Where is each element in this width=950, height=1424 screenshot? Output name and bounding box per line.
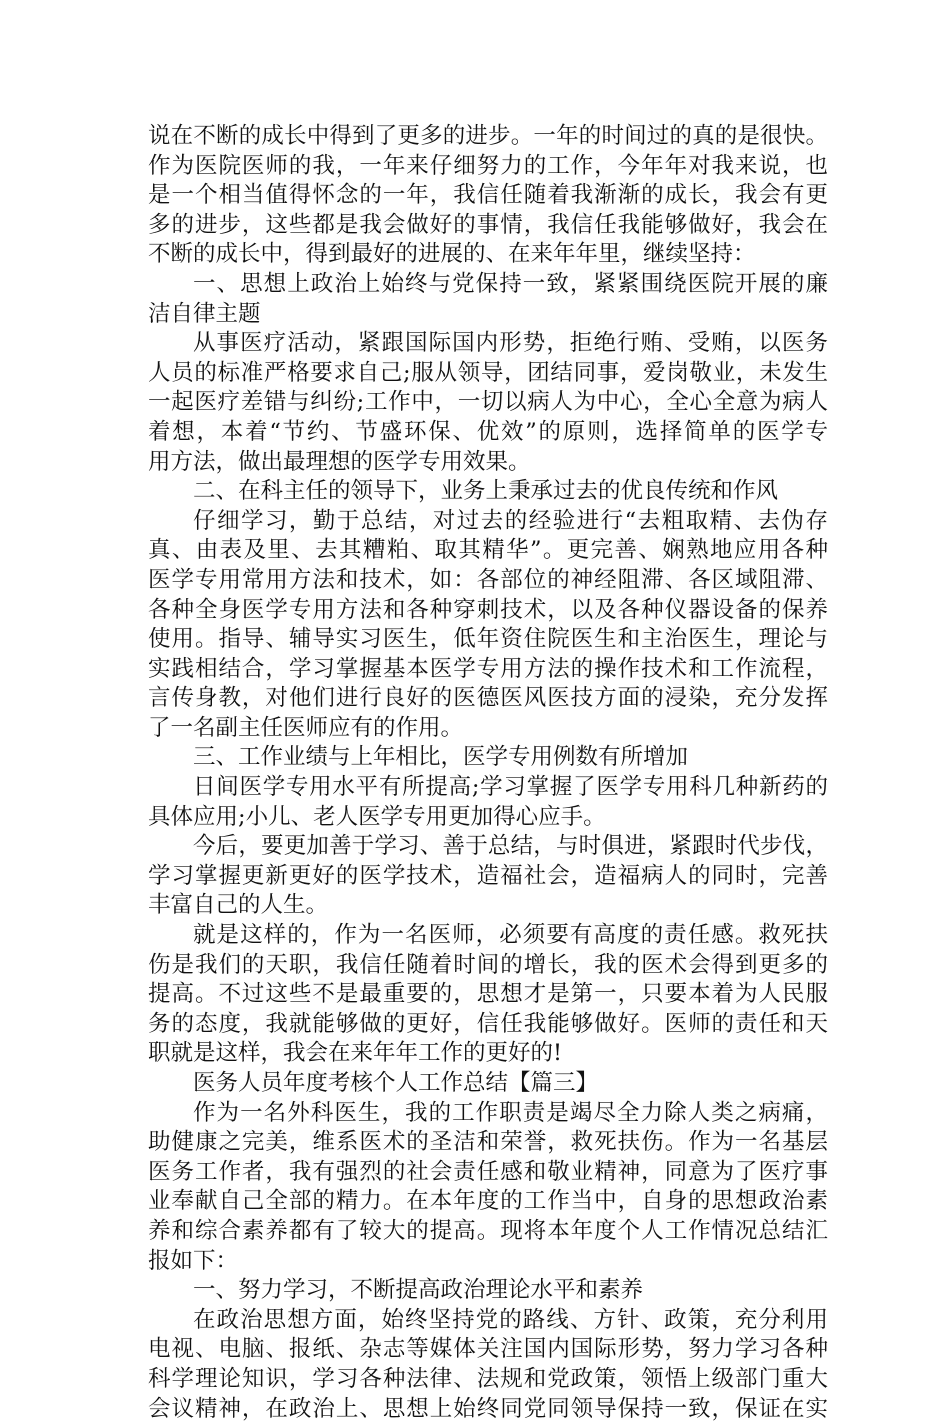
text-line: 职就是这样，我会在来年年工作的更好的! (148, 1040, 563, 1067)
text-line: 日间医学专用水平有所提高;学习掌握了医学专用科几种新药的 (193, 774, 828, 801)
text-line: 用方法，做出最理想的医学专用效果。 (148, 448, 531, 475)
text-line: 作为医院医师的我，一年来仔细努力的工作，今年年对我来说，也 (148, 152, 828, 179)
text-line: 洁自律主题 (148, 300, 261, 327)
text-line: 伤是我们的天职，我信任随着时间的增长，我的医术会得到更多的 (148, 951, 828, 978)
text-line: 人员的标准严格要求自己;服从领导，团结同事，爱岗敬业，未发生 (148, 359, 828, 386)
text-line: 一、努力学习，不断提高政治理论水平和素养 (193, 1277, 644, 1304)
text-line: 在政治思想方面，始终坚持党的路线、方针、政策，充分利用 (193, 1306, 828, 1333)
text-line: 提高。不过这些不是最重要的，思想才是第一，只要本着为人民服 (148, 981, 828, 1008)
text-line: 说在不断的成长中得到了更多的进步。一年的时间过的真的是很快。 (148, 123, 828, 149)
text-line: 三、工作业绩与上年相比，医学专用例数有所增加 (193, 744, 689, 771)
text-line: 务的态度，我就能够做的更好，信任我能够做好。医师的责任和天 (148, 1010, 828, 1037)
text-line: 了一名副主任医师应有的作用。 (148, 714, 464, 741)
text-line: 医务人员年度考核个人工作总结【篇三】 (193, 1070, 599, 1096)
text-line: 着想，本着“节约、节盛环保、优效”的原则，选择简单的医学专 (148, 418, 828, 445)
text-line: 一起医疗差错与纠纷;工作中，一切以病人为中心，全心全意为病人 (148, 389, 828, 416)
text-line: 不断的成长中，得到最好的进展的、在来年年里，继续坚持： (148, 241, 756, 268)
text-line: 使用。指导、辅导实习医生，低年资住院医生和主治医生，理论与 (148, 626, 828, 653)
text-line: 丰富自己的人生。 (148, 892, 329, 919)
text-line: 二、在科主任的领导下，业务上秉承过去的优良传统和作风 (193, 478, 779, 505)
text-line: 报如下： (148, 1247, 239, 1274)
text-line: 各种全身医学专用方法和各种穿刺技术，以及各种仪器设备的保养 (148, 596, 828, 623)
text-line: 养和综合素养都有了较大的提高。现将本年度个人工作情况总结汇 (148, 1217, 828, 1244)
text-line: 电视、电脑、报纸、杂志等媒体关注国内国际形势，努力学习各种 (148, 1336, 828, 1363)
text-line: 言传身教，对他们进行良好的医德医风医技方面的浸染，充分发挥 (148, 685, 828, 712)
text-line: 真、由表及里、去其糟粕、取其精华”。更完善、娴熟地应用各种 (148, 537, 828, 564)
document-page (148, 122, 828, 1424)
text-line: 医务工作者，我有强烈的社会责任感和敬业精神，同意为了医疗事 (148, 1158, 828, 1185)
text-line: 作为一名外科医生，我的工作职责是竭尽全力除人类之病痛， (193, 1099, 828, 1126)
text-line: 科学理论知识，学习各种法律、法规和党政策，领悟上级部门重大 (148, 1365, 828, 1392)
text-line: 具体应用;小儿、老人医学专用更加得心应手。 (148, 803, 606, 830)
text-line: 多的进步，这些都是我会做好的事情，我信任我能够做好，我会在 (148, 211, 828, 238)
text-line: 业奉献自己全部的精力。在本年度的工作当中，自身的思想政治素 (148, 1188, 828, 1215)
text-line: 今后，要更加善于学习、善于总结，与时俱进，紧跟时代步伐， (193, 833, 828, 860)
text-line: 就是这样的，作为一名医师，必须要有高度的责任感。救死扶 (193, 922, 828, 949)
text-line: 学习掌握更新更好的医学技术，造福社会，造福病人的同时，完善 (148, 862, 828, 889)
text-line: 实践相结合，学习掌握基本医学专用方法的操作技术和工作流程， (148, 655, 828, 682)
text-line: 会议精神，在政治上、思想上始终同党同领导保持一致，保证在实 (148, 1395, 828, 1422)
text-line: 从事医疗活动，紧跟国际国内形势，拒绝行贿、受贿，以医务 (193, 330, 828, 357)
text-line: 是一个相当值得怀念的一年，我信任随着我渐渐的成长，我会有更 (148, 182, 828, 209)
text-line: 仔细学习，勤于总结，对过去的经验进行“去粗取精、去伪存 (193, 507, 828, 534)
text-line: 助健康之完美，维系医术的圣洁和荣誉，救死扶伤。作为一名基层 (148, 1129, 828, 1156)
text-line: 一、思想上政治上始终与党保持一致，紧紧围绕医院开展的廉 (193, 270, 828, 297)
text-line: 医学专用常用方法和技术，如：各部位的神经阻滞、各区域阻滞、 (148, 566, 828, 593)
